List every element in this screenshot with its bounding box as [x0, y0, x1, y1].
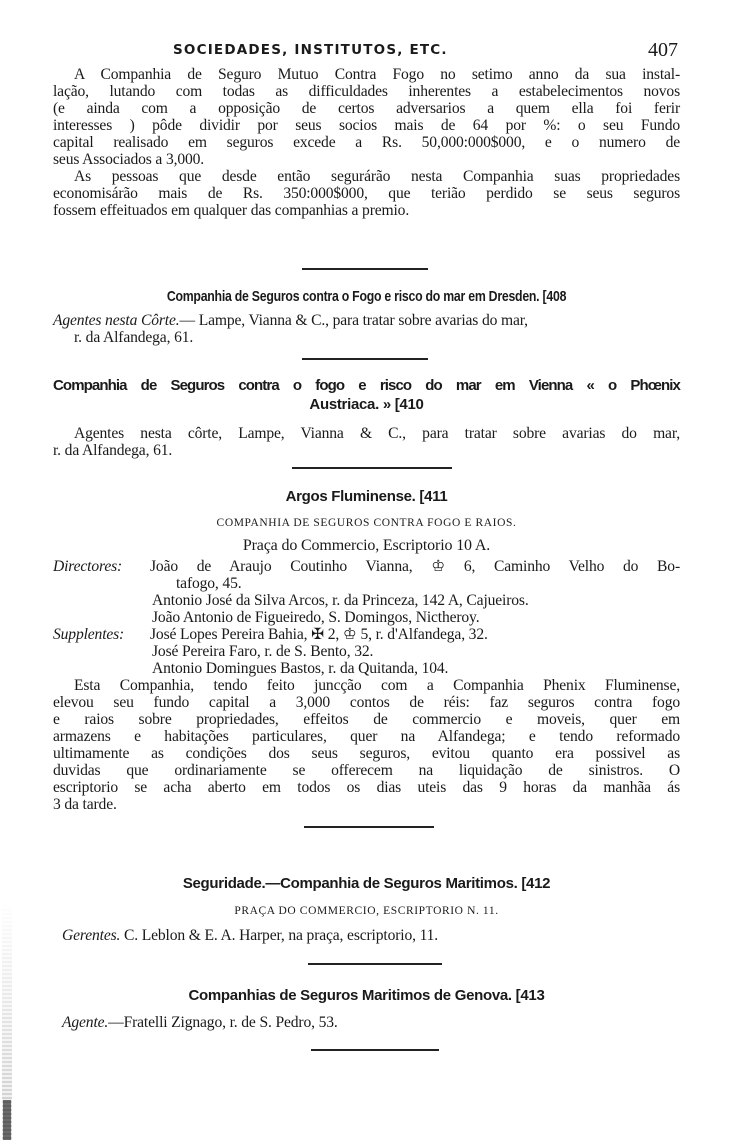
- text-line: elevou seu fundo capital a 3,000 contos de réis: faz seguros contra fogo: [53, 694, 680, 711]
- section-divider: [304, 826, 434, 828]
- section-divider: [308, 963, 442, 965]
- page-number: 407: [648, 39, 678, 61]
- text-line: lação, lutando com todas as difficuldades inherentes a estabelecimentos novos: [53, 83, 680, 100]
- supplente: José Pereira Faro, r. de S. Bento, 32.: [152, 643, 374, 660]
- section-title-line: Austriaca. » [410: [309, 396, 424, 413]
- director: Antonio José da Silva Arcos, r. da Princeza, 142 A, Cajueiros.: [152, 592, 529, 609]
- text-line: r. da Alfandega, 61.: [53, 442, 173, 459]
- text-line: economisárão mais de Rs. 350:000$000, que terião perdido se seus seguros: [53, 185, 680, 202]
- section-divider: [311, 1049, 439, 1051]
- text-line: Agentes nesta côrte, Lampe, Vianna & C., para tratar sobre avarias do mar,: [74, 425, 680, 442]
- text-line: ultimamente as condições dos seus seguros, evitou quanto era possivel as: [53, 745, 680, 762]
- section-title: Companhia de Seguros contra o Fogo e risco do mar em Dresden. [408: [166, 288, 567, 305]
- text-line: seus Associados a 3,000.: [53, 151, 205, 168]
- section-divider: [302, 358, 428, 360]
- director: João de Araujo Coutinho Vianna, ♔ 6, Caminho Velho do Bo-: [150, 558, 680, 575]
- text-line: 3 da tarde.: [53, 796, 117, 813]
- section-title: Companhias de Seguros Maritimos de Genova. [413: [188, 987, 545, 1004]
- section-subtitle: COMPANHIA DE SEGUROS CONTRA FOGO E RAIOS.: [216, 517, 517, 529]
- text-line: As pessoas que desde então segurárão nesta Companhia suas propriedades: [74, 168, 680, 185]
- gerentes-line: Gerentes. C. Leblon & E. A. Harper, na praça, escriptorio, 11.: [62, 927, 439, 944]
- text-line: armazens e habitações particulares, quer na Alfandega; e tendo reformado: [53, 728, 680, 745]
- section-title-line: Companhia de Seguros contra o fogo e risco do mar em Vienna « o Phœnix: [53, 377, 680, 394]
- agent-label: Agente.: [62, 1014, 109, 1031]
- text-line: (e ainda com a opposição de certos adversarios a quem ella foi ferir: [53, 100, 680, 117]
- text-line: escriptorio se acha aberto em todos os dias uteis das 9 horas da manhãa ás: [53, 779, 680, 796]
- running-head: SOCIEDADES, INSTITUTOS, ETC.: [173, 42, 448, 58]
- supplente: Antonio Domingues Bastos, r. da Quitanda, 104.: [152, 660, 449, 677]
- text-line: interesses ) pôde dividir por seus socios mais de 64 por %: o seu Fundo: [53, 117, 680, 134]
- text-line: fossem effeituados em qualquer das companhias a premio.: [53, 202, 410, 219]
- section-divider: [292, 467, 452, 469]
- agent-line: Agente.—Fratelli Zignago, r. de S. Pedro, 53.: [62, 1014, 338, 1031]
- section-title: Argos Fluminense. [411: [285, 488, 448, 505]
- agent-line: Agentes nesta Côrte.— Lampe, Vianna & C., para tratar sobre avarias do mar,: [53, 312, 528, 329]
- director: tafogo, 45.: [176, 575, 242, 592]
- section-subtitle: PRAÇA DO COMMERCIO, ESCRIPTORIO N. 11.: [234, 905, 499, 917]
- address: Praça do Commercio, Escriptorio 10 A.: [242, 537, 491, 554]
- scan-edge-artifact: [3, 1100, 11, 1140]
- supplente: José Lopes Pereira Bahia, ✠ 2, ♔ 5, r. d'Alfandega, 32.: [150, 626, 488, 643]
- directores-label: Directores:: [53, 558, 123, 575]
- text-line: A Companhia de Seguro Mutuo Contra Fogo no setimo anno da sua instal-: [74, 66, 680, 83]
- gerentes-label: Gerentes.: [62, 927, 121, 944]
- section-divider: [302, 268, 428, 270]
- text-line: Esta Companhia, tendo feito juncção com a Companhia Phenix Fluminense,: [74, 677, 680, 694]
- text-line: r. da Alfandega, 61.: [74, 329, 194, 346]
- text-line: e raios sobre propriedades, effeitos de commercio e moveis, quer em: [53, 711, 680, 728]
- supplentes-label: Supplentes:: [53, 626, 125, 643]
- text-line: duvidas que ordinariamente se offerecem na liquidação de sinistros. O: [53, 762, 680, 779]
- agent-label: Agentes nesta Côrte.: [53, 312, 180, 329]
- director: João Antonio de Figueiredo, S. Domingos, Nictheroy.: [152, 609, 480, 626]
- text-line: capital realisado em seguros excede a Rs. 50,000:000$000, e o numero de: [53, 134, 680, 151]
- section-title: Seguridade.—Companhia de Seguros Maritimos. [412: [182, 875, 551, 892]
